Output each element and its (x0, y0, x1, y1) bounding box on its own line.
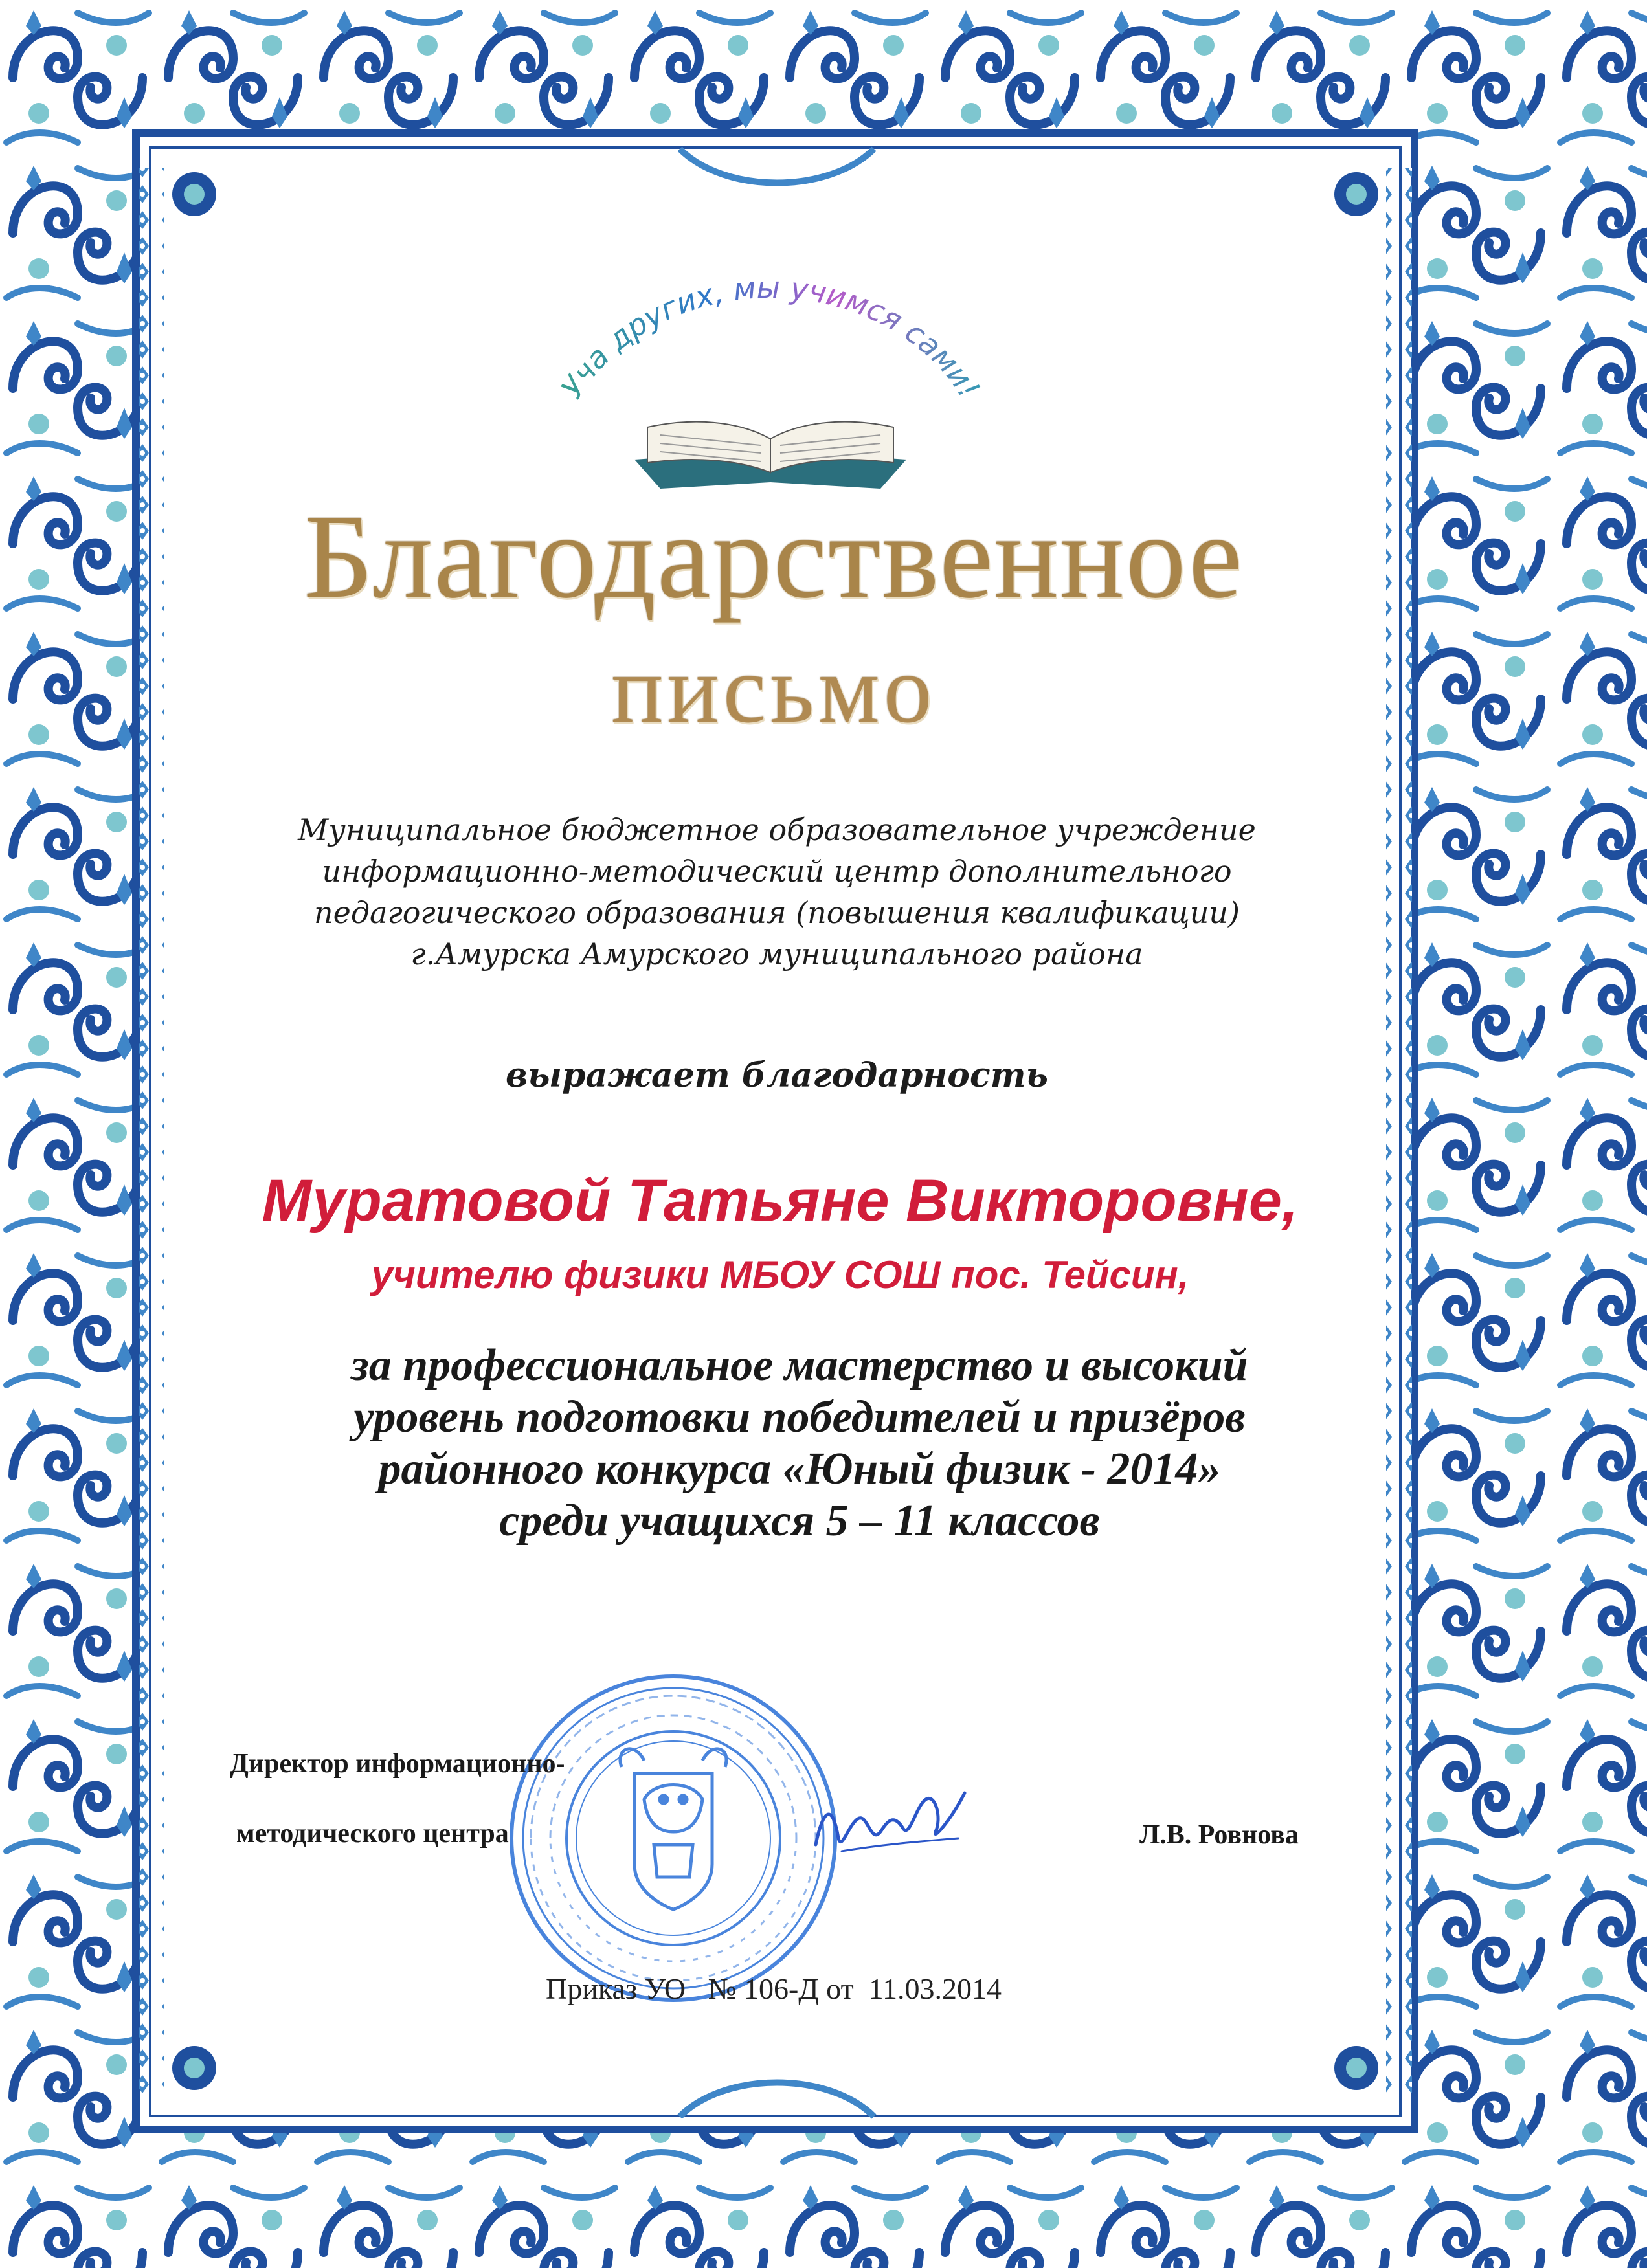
reason-line: за профессиональное мастерство и высокий (351, 1340, 1248, 1390)
motto-text (554, 270, 987, 405)
reason-block (233, 1340, 1366, 1547)
bear-coat-of-arms-icon (620, 1749, 726, 1909)
organization-line: информационно-методический центр дополнительного (322, 854, 1232, 889)
order-reference: Приказ УО № 106-Д от 11.03.2014 (546, 1972, 1002, 2005)
recipient-name: Муратовой Татьяне Викторовне, (262, 1168, 1299, 1234)
document-title: Благодарственное (304, 490, 1244, 623)
motto-emblem (518, 265, 1023, 511)
handwritten-signature (803, 1773, 971, 1871)
open-book-icon (634, 422, 906, 489)
recipient-role: учителю физики МБОУ СОШ пос. Тейсин, (371, 1253, 1189, 1296)
organization-line: г.Амурска Амурского муниципального района (410, 937, 1143, 972)
organization-line: педагогического образования (повышения квалификации) (314, 895, 1240, 930)
reason-line: районного конкурса «Юный физик - 2014» (378, 1444, 1221, 1494)
reason-line: уровень подготовки победителей и призёров (353, 1392, 1246, 1442)
expresses-gratitude: выражает благодарность (506, 1056, 1048, 1095)
document-subtitle: письмо (611, 636, 936, 743)
organization-line: Муниципальное бюджетное образовательное учреждение (298, 812, 1256, 847)
signatory-name: Л.В. Ровнова (1139, 1820, 1299, 1850)
motto-text-path: Уча других, мы учимся сами! (554, 269, 987, 405)
signatory-position-line: методического центра (236, 1819, 509, 1849)
organization-block (259, 809, 1295, 975)
official-stamp (505, 1670, 842, 2007)
signatory-position (230, 1748, 565, 1849)
signatory-position-line: Директор информационно- (230, 1749, 565, 1779)
reason-line: среди учащихся 5 – 11 классов (499, 1496, 1100, 1546)
